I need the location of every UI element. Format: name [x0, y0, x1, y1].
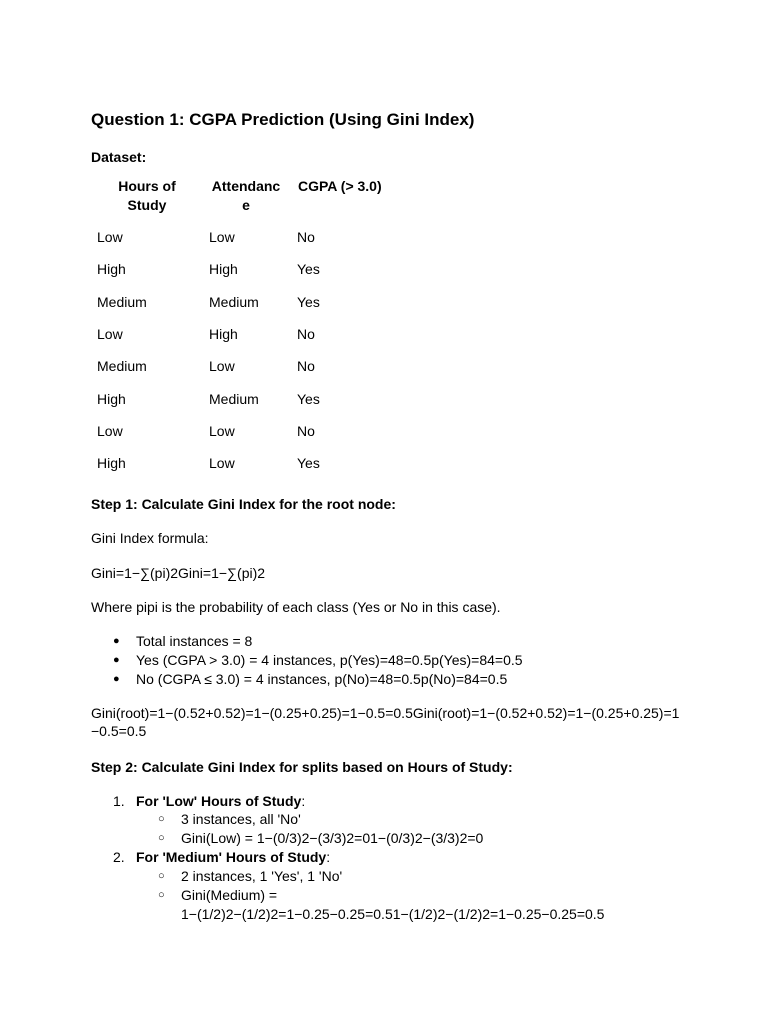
cell-attendance: Medium: [209, 294, 259, 310]
circle-bullet-icon: ○: [158, 870, 165, 882]
list-number: 1.: [113, 793, 125, 809]
cell-cgpa: Yes: [297, 391, 320, 407]
gini-formula: Gini=1−∑(pi)2Gini=1−∑(pi)2: [91, 565, 266, 581]
table-header-cgpa: CGPA (> 3.0): [298, 178, 382, 194]
gini-root-line1: Gini(root)=1−(0.52+0.52)=1−(0.25+0.25)=1−0.5=0.5Gini(root)=1−(0.52+0.52)=1−(0.25+0.25)=1: [91, 705, 680, 721]
header-attendance-line1: Attendanc: [211, 178, 281, 194]
circle-bullet-icon: ○: [158, 889, 165, 901]
circle-bullet-icon: ○: [158, 832, 165, 844]
bullet-icon: ●: [113, 654, 120, 666]
cell-hours: High: [97, 455, 126, 471]
cell-hours: Low: [97, 229, 123, 245]
cell-attendance: High: [209, 326, 238, 342]
item-colon: :: [326, 849, 331, 865]
cell-hours: Low: [97, 423, 123, 439]
table-header-hours: [108, 177, 186, 215]
step1-heading: Step 1: Calculate Gini Index for the root node:: [91, 496, 396, 512]
formula-label: Gini Index formula:: [91, 530, 209, 546]
cell-attendance: Low: [209, 229, 235, 245]
cell-cgpa: Yes: [297, 455, 320, 471]
sub-item: 3 instances, all 'No': [181, 811, 301, 827]
header-attendance-line2: e: [242, 197, 250, 213]
page-title: Question 1: CGPA Prediction (Using Gini Index): [91, 110, 475, 129]
header-hours-line1: Hours of: [118, 178, 176, 194]
sub-item: Gini(Low) = 1−(0/3)2−(3/3)2=01−(0/3)2−(3/3)2=0: [181, 830, 484, 846]
sub-item-continuation: 1−(1/2)2−(1/2)2=1−0.25−0.25=0.51−(1/2)2−(1/2)2=1−0.25−0.25=0.5: [181, 906, 605, 922]
bullet-no: No (CGPA ≤ 3.0) = 4 instances, p(No)=48=0.5p(No)=84=0.5: [136, 671, 508, 687]
bullet-icon: ●: [113, 673, 120, 685]
bullet-yes: Yes (CGPA > 3.0) = 4 instances, p(Yes)=48=0.5p(Yes)=84=0.5: [136, 652, 523, 668]
item-label: For 'Low' Hours of Study: [136, 793, 302, 809]
cell-cgpa: No: [297, 423, 315, 439]
list-number: 2.: [113, 849, 125, 865]
header-hours-line2: Study: [127, 197, 167, 213]
gini-root-line2: −0.5=0.5: [91, 723, 147, 739]
cell-cgpa: No: [297, 358, 315, 374]
step2-heading: Step 2: Calculate Gini Index for splits based on Hours of Study:: [91, 759, 513, 775]
cell-cgpa: No: [297, 229, 315, 245]
item-colon: :: [301, 793, 306, 809]
cell-attendance: High: [209, 261, 238, 277]
cell-hours: High: [97, 391, 126, 407]
cell-hours: Low: [97, 326, 123, 342]
cell-cgpa: Yes: [297, 294, 320, 310]
bullet-icon: ●: [113, 635, 120, 647]
sub-item: Gini(Medium) =: [181, 887, 278, 903]
circle-bullet-icon: ○: [158, 813, 165, 825]
cell-cgpa: No: [297, 326, 315, 342]
list-item-low: [136, 792, 305, 811]
cell-cgpa: Yes: [297, 261, 320, 277]
cell-hours: Medium: [97, 358, 147, 374]
cell-attendance: Medium: [209, 391, 259, 407]
cell-attendance: Low: [209, 455, 235, 471]
cell-hours: Medium: [97, 294, 147, 310]
where-text: Where pipi is the probability of each class (Yes or No in this case).: [91, 599, 501, 615]
cell-hours: High: [97, 261, 126, 277]
dataset-label: Dataset:: [91, 149, 147, 165]
sub-item: 2 instances, 1 'Yes', 1 'No': [181, 868, 343, 884]
list-item-medium: [136, 848, 330, 867]
bullet-total: Total instances = 8: [136, 633, 253, 649]
item-label: For 'Medium' Hours of Study: [136, 849, 327, 865]
cell-attendance: Low: [209, 423, 235, 439]
cell-attendance: Low: [209, 358, 235, 374]
table-header-attendance: [208, 177, 284, 215]
